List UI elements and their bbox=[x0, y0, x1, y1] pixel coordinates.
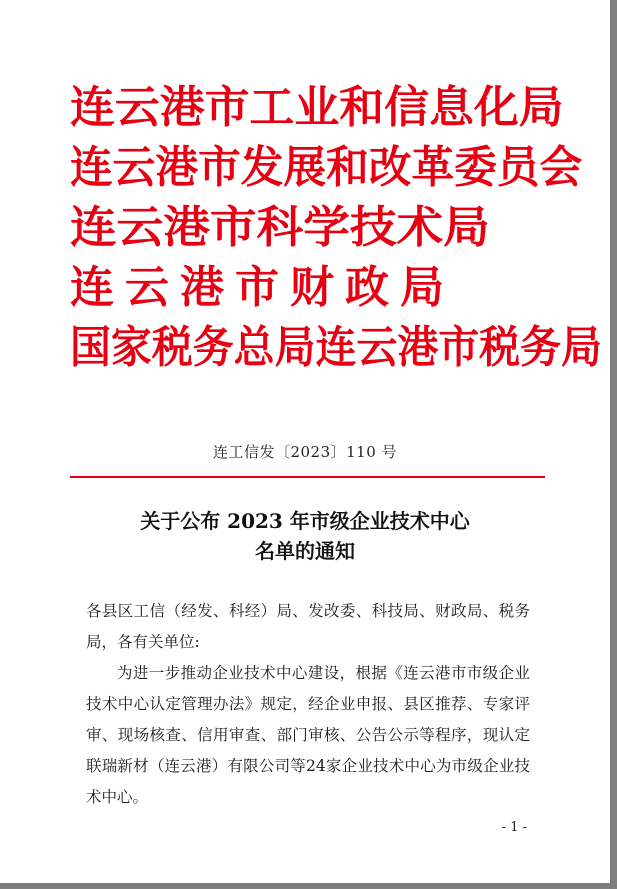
document-number: 连工信发〔2023〕110 号 bbox=[212, 443, 398, 461]
page-number: - 1 - bbox=[501, 820, 527, 835]
document-body bbox=[86, 596, 530, 813]
issuing-organizations bbox=[70, 78, 602, 378]
org-name-taxation: 国家税务总局连云港市税务局 bbox=[70, 322, 602, 373]
body-paragraph: 为进一步推动企业技术中心建设，根据《连云港市市级企业技术中心认定管理办法》规定，经企业申报、县区推荐、专家评审、现场核查、信用审查、部门审核、公告公示等程序，现认定联瑞新材（连云港）有限公司等24家企业技术中心为市级企业技术中心。 bbox=[86, 664, 530, 806]
document-title bbox=[0, 506, 610, 566]
org-name-finance: 连云港市财政局 bbox=[70, 262, 455, 313]
red-divider bbox=[70, 476, 545, 478]
title-line-2: 名单的通知 bbox=[255, 539, 355, 563]
title-line-1: 关于公布 2023 年市级企业技术中心 bbox=[140, 509, 470, 533]
org-name-science-technology: 连云港市科学技术局 bbox=[70, 202, 490, 253]
org-name-industry-it: 连云港市工业和信息化局 bbox=[70, 82, 564, 133]
org-name-development-reform: 连云港市发展和改革委员会 bbox=[70, 142, 583, 193]
salutation: 各县区工信（经发、科经）局、发改委、科技局、财政局、税务局，各有关单位: bbox=[86, 602, 530, 651]
